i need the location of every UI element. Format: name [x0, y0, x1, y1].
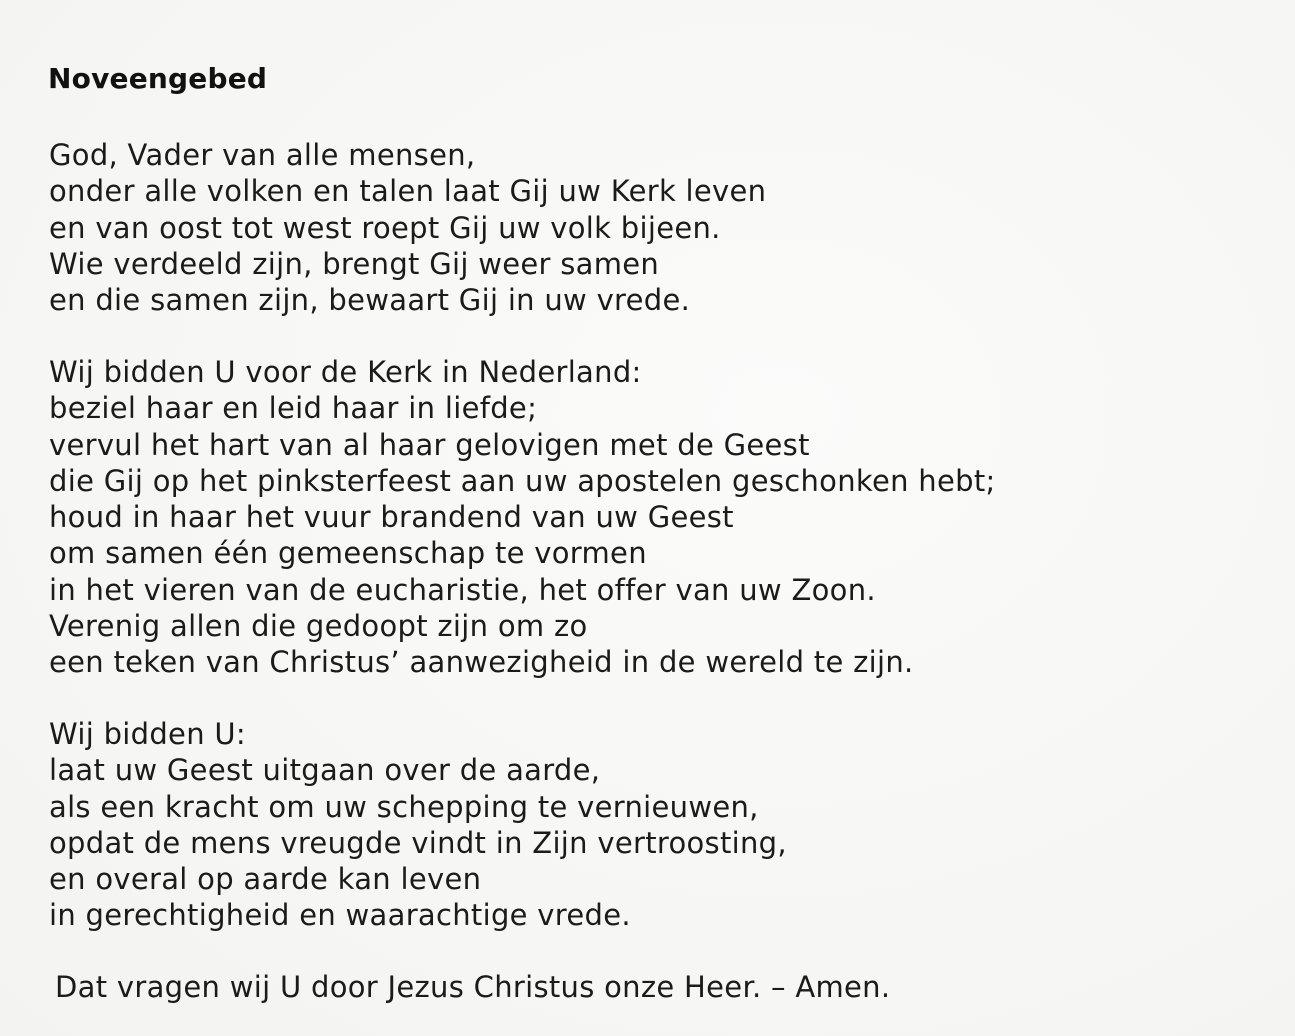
verse-line: en van oost tot west roept Gij uw volk bijeen. [49, 210, 721, 245]
verse-line: onder alle volken en talen laat Gij uw Kerk leven [49, 174, 767, 209]
verse-line: Wij bidden U: [49, 717, 246, 751]
verse-line: in het vieren van de eucharistie, het offer van uw Zoon. [49, 572, 876, 607]
verse-line: als een kracht om uw schepping te vernieuwen, [49, 789, 759, 824]
verse-line: in gerechtigheid en waarachtige vrede. [49, 898, 631, 933]
verse-line: die Gij op het pinksterfeest aan uw apostelen geschonken hebt; [49, 463, 996, 498]
verse-line: en overal op aarde kan leven [49, 862, 482, 897]
stanza-2 [49, 354, 996, 681]
verse-line: een teken van Christus’ aanwezigheid in de wereld te zijn. [49, 645, 914, 680]
verse-line: houd in haar het vuur brandend van uw Geest [49, 500, 734, 535]
stanza-3 [49, 716, 787, 934]
verse-line: Wie verdeeld zijn, brengt Gij weer samen [49, 246, 660, 281]
verse-line: beziel haar en leid haar in liefde; [49, 391, 538, 426]
verse-line: opdat de mens vreugde vindt in Zijn vertroosting, [49, 825, 787, 860]
closing-stanza [55, 969, 890, 1005]
verse-line: om samen één gemeenschap te vormen [49, 536, 647, 571]
stanza-1 [49, 137, 766, 318]
page-title: Noveengebed [48, 62, 268, 95]
verse-line: Wij bidden U voor de Kerk in Nederland: [49, 355, 642, 389]
verse-line: Verenig allen die gedoopt zijn om zo [49, 609, 588, 644]
verse-line: vervul het hart van al haar gelovigen met de Geest [49, 427, 810, 462]
closing-line: Dat vragen wij U door Jezus Christus onze Heer. – Amen. [55, 970, 891, 1004]
verse-line: en die samen zijn, bewaart Gij in uw vrede. [49, 283, 691, 318]
verse-line: God, Vader van alle mensen, [49, 138, 476, 172]
verse-line: laat uw Geest uitgaan over de aarde, [49, 753, 601, 788]
